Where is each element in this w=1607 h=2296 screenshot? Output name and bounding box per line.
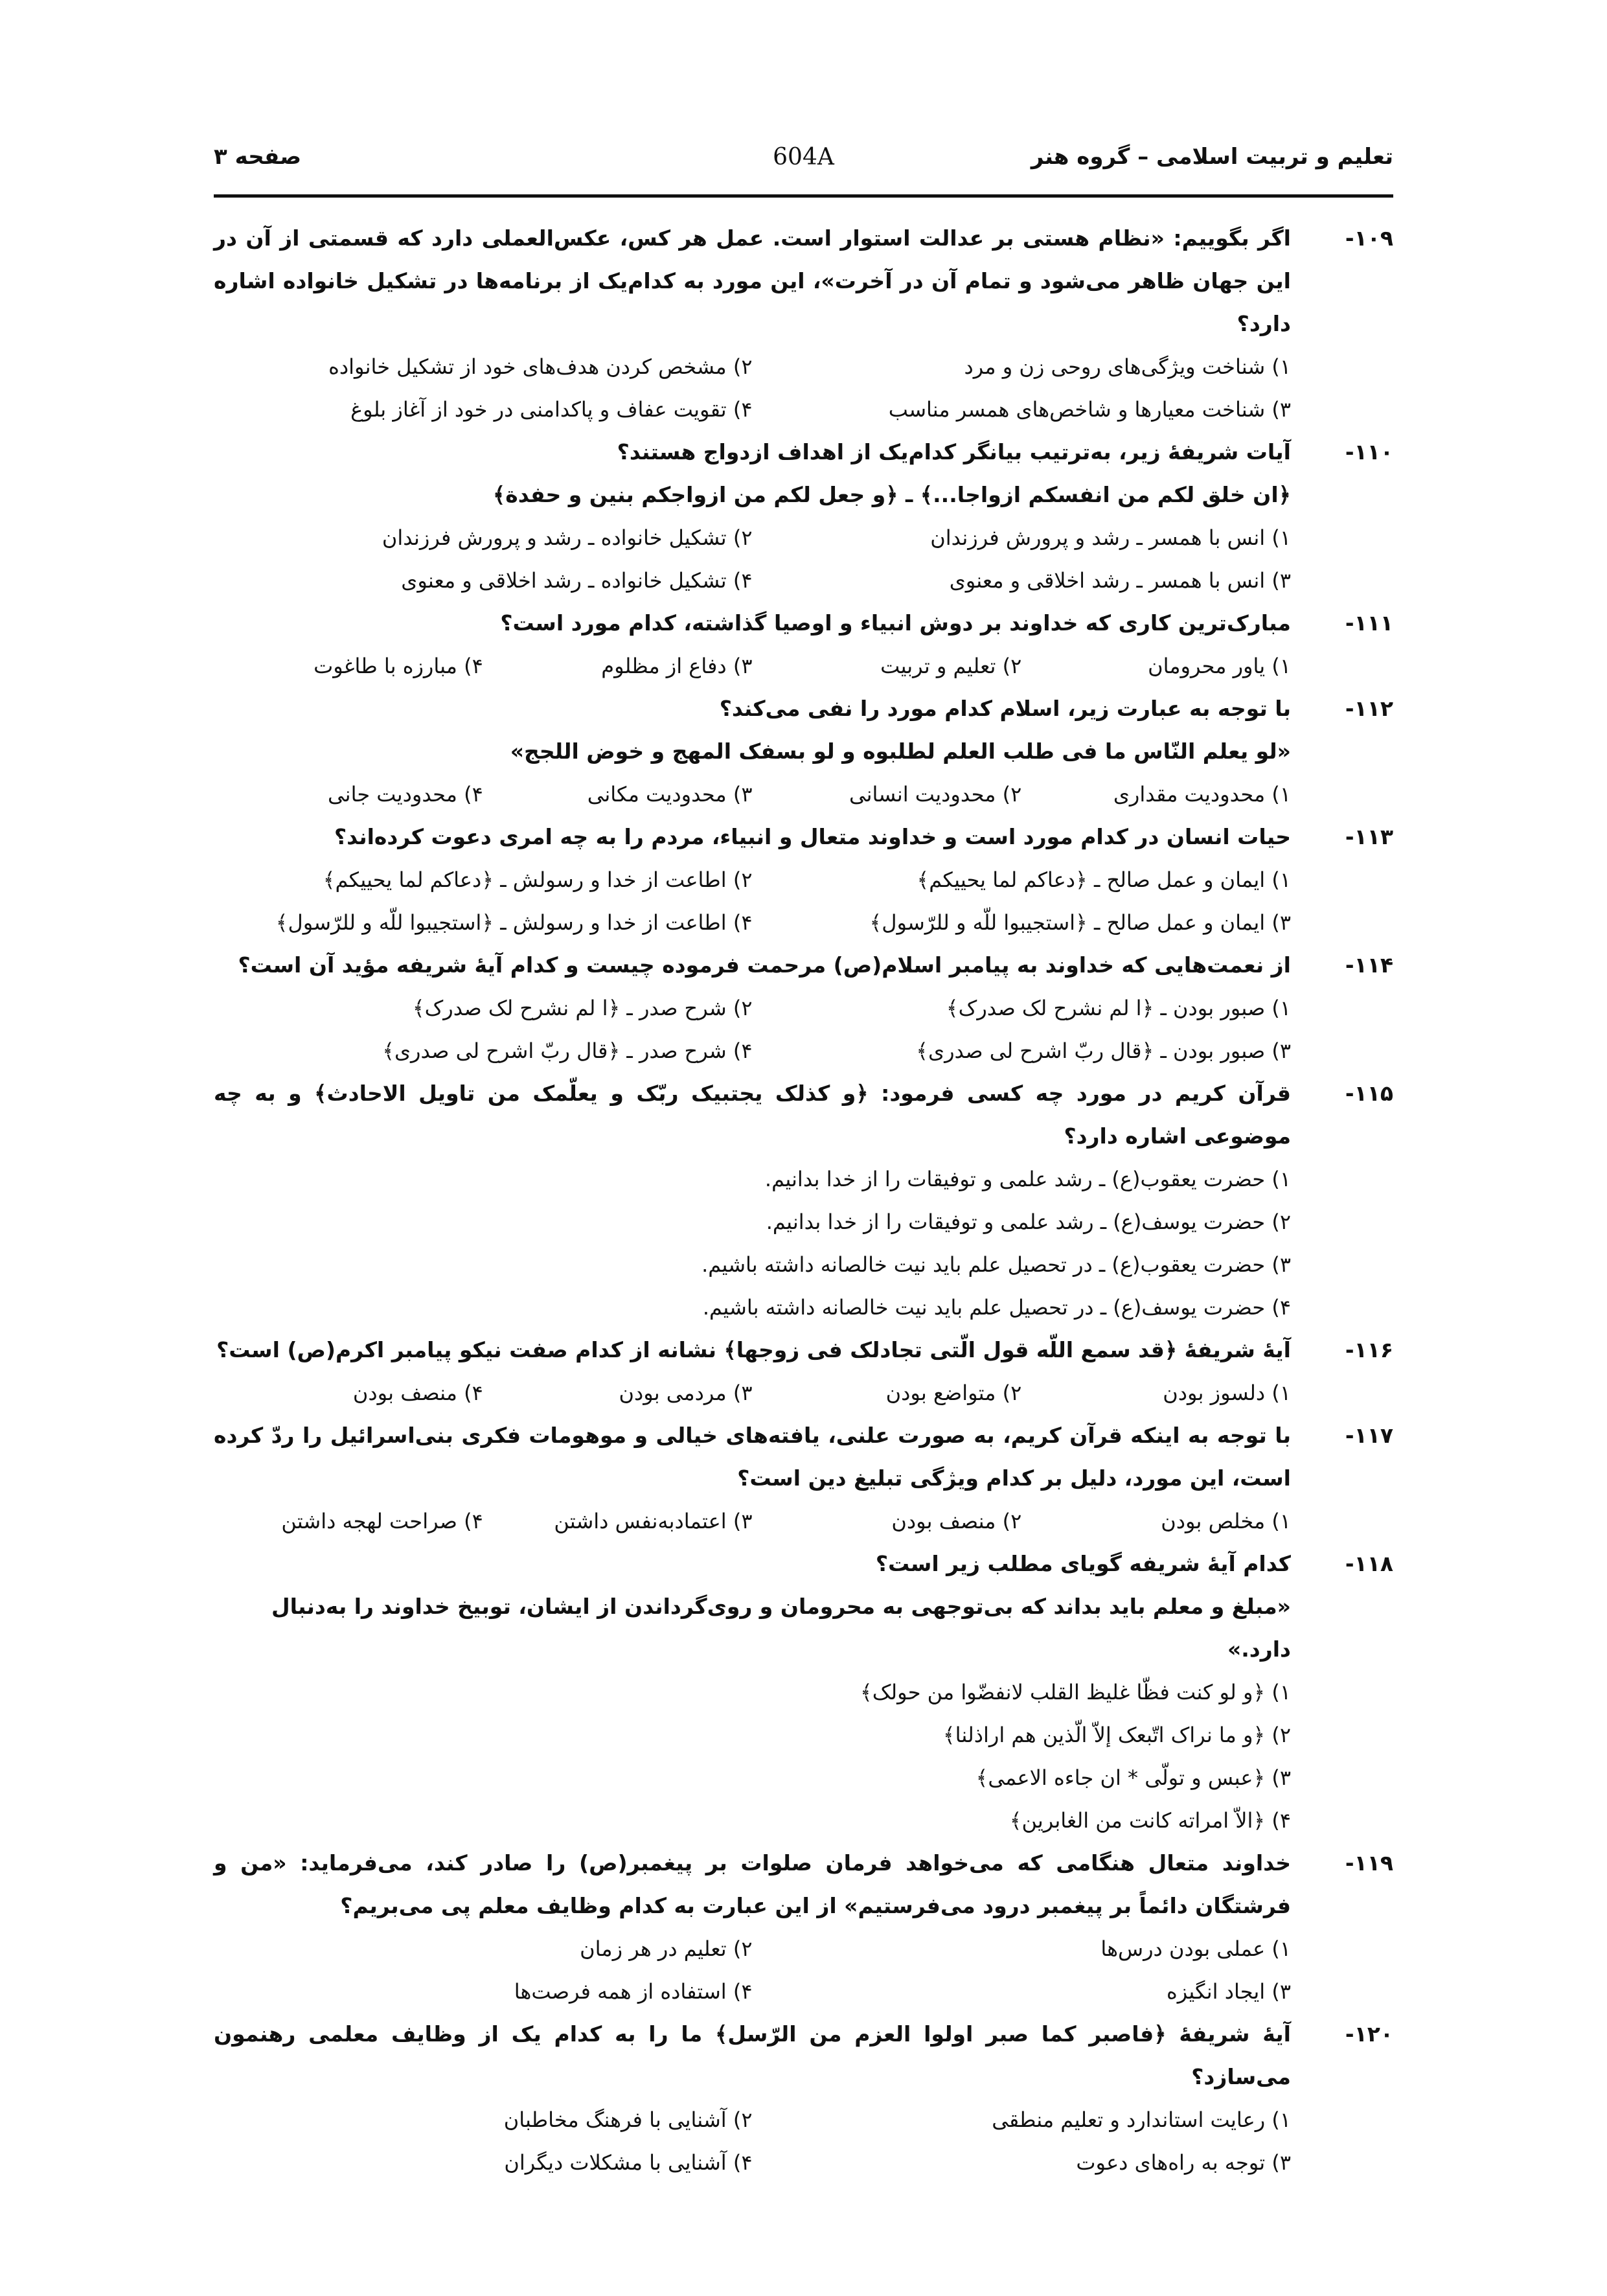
question-115 xyxy=(214,1072,1393,1329)
question-112 xyxy=(214,687,1393,816)
question-number: ۱۱۱- xyxy=(1345,610,1393,636)
answer-options xyxy=(214,1372,1393,1414)
question-text: آیهٔ شریفهٔ ﴿فاصبر کما صبر اولوا العزم من الرّسل﴾ ما را به کدام یک از وظایف معلمی رهنمون می‌سازد؟ xyxy=(214,2021,1291,2089)
question-stem xyxy=(214,944,1393,987)
question-113 xyxy=(214,816,1393,944)
answer-options xyxy=(214,987,1393,1072)
answer-option-1: ۱) مخلص بودن xyxy=(1161,1509,1291,1533)
answer-option-3: ۳) صبور بودن ـ ﴿قال ربّ اشرح لی صدری﴾ xyxy=(916,1039,1291,1063)
question-text: با توجه به اینکه قرآن کریم، به صورت علنی، یافته‌های خیالی و موهومات فکری بنی‌اسرائیل را ردّ کرده است، این مورد، دلیل بر کدام ویژگی تبلیغ دین است؟ xyxy=(214,1423,1291,1491)
answer-option-3: ۳) محدودیت مکانی xyxy=(587,782,753,807)
question-quote: ﴿ان خلق لکم من انفسکم ازواجا...﴾ ـ ﴿و جعل لکم من ازواجکم بنین و حفدة﴾ xyxy=(492,482,1291,507)
answer-option-4: ۴) اطاعت از خدا و رسولش ـ ﴿استجیبوا للّه و للرّسول﴾ xyxy=(275,910,753,935)
answer-option-1: ۱) انس با همسر ـ رشد و پرورش فرزندان xyxy=(930,525,1291,550)
answer-option-1: ۱) شناخت ویژگی‌های روحی زن و مرد xyxy=(964,354,1291,379)
question-117 xyxy=(214,1414,1393,1543)
answer-option-4: ۴) محدودیت جانی xyxy=(328,782,483,807)
question-stem xyxy=(214,431,1393,474)
question-number: ۱۱۷- xyxy=(1345,1423,1393,1448)
answer-option-2: ۲) اطاعت از خدا و رسولش ـ ﴿دعاکم لما یحییکم﴾ xyxy=(323,867,753,892)
answer-option-2: ۲) تشکیل خانواده ـ رشد و پرورش فرزندان xyxy=(382,525,753,550)
question-116 xyxy=(214,1329,1393,1414)
answer-option-1: ۱) ایمان و عمل صالح ـ ﴿دعاکم لما یحییکم﴾ xyxy=(917,867,1291,892)
answer-options xyxy=(214,1671,1393,1842)
question-quote: «مبلغ و معلم باید بداند که بی‌توجهی به محرومان و روی‌گرداندن از ایشان، توبیخ خداوند را به‌دنبال دارد.» xyxy=(271,1594,1291,1662)
answer-option-4: ۴) تشکیل خانواده ـ رشد اخلاقی و معنوی xyxy=(401,568,753,593)
answer-option-4: ۴) صراحت لهجه داشتن xyxy=(281,1509,483,1533)
question-stem xyxy=(214,217,1393,345)
answer-option-2: ۲) تعلیم و تربیت xyxy=(880,654,1022,678)
question-number: ۱۱۴- xyxy=(1345,952,1393,978)
question-120 xyxy=(214,2013,1393,2184)
question-stem xyxy=(214,602,1393,645)
answer-option-4: ۴) استفاده از همه فرصت‌ها xyxy=(514,1979,753,2004)
question-text: آیات شریفهٔ زیر، به‌ترتیب بیانگر کدام‌یک از اهداف ازدواج هستند؟ xyxy=(617,439,1291,465)
answer-options xyxy=(214,1500,1393,1543)
question-number: ۱۱۳- xyxy=(1345,824,1393,849)
question-114 xyxy=(214,944,1393,1072)
question-text: اگر بگوییم: «نظام هستی بر عدالت استوار است. عمل هر کس، عکس‌العملی دارد که قسمتی از آن در این جهان ظاهر می‌شود و تمام آن در آخرت»، این مورد به کدام‌یک از برنامه‌ها در تشکیل خانواده اشاره دارد؟ xyxy=(214,225,1291,336)
question-stem xyxy=(214,816,1393,858)
answer-option-2: ۲) محدودیت انسانی xyxy=(849,782,1022,807)
answer-option-1: ۱) صبور بودن ـ ﴿ا لم نشرح لک صدرک﴾ xyxy=(946,996,1291,1020)
question-list xyxy=(214,217,1393,2184)
answer-option-2: ۲) شرح صدر ـ ﴿ا لم نشرح لک صدرک﴾ xyxy=(412,996,753,1020)
answer-option-2: ۲) حضرت یوسف(ع) ـ رشد علمی و توفیقات را از خدا بدانیم. xyxy=(766,1210,1291,1234)
answer-option-4: ۴) ﴿الاّ امراته کانت من الغابرین﴾ xyxy=(1009,1808,1291,1833)
answer-options xyxy=(214,1158,1393,1329)
question-stem xyxy=(214,1329,1393,1372)
question-stem xyxy=(214,1072,1393,1158)
answer-option-3: ۳) توجه به راه‌های دعوت xyxy=(1076,2150,1291,2175)
exam-title: تعلیم و تربیت اسلامی – گروه هنر xyxy=(1031,144,1393,170)
answer-option-2: ۲) ﴿و ما نراک اتّبعک إلاّ الّذین هم اراذلنا﴾ xyxy=(942,1723,1291,1747)
page-number: صفحه ۳ xyxy=(214,144,302,170)
question-111 xyxy=(214,602,1393,687)
answer-options xyxy=(214,516,1393,602)
question-text: قرآن کریم در مورد چه کسی فرمود: ﴿و کذلک یجتبیک ربّک و یعلّمک من تاویل الاحادث﴾ و به چه موضوعی اشاره دارد؟ xyxy=(214,1081,1291,1149)
answer-option-1: ۱) حضرت یعقوب(ع) ـ رشد علمی و توفیقات را از خدا بدانیم. xyxy=(764,1167,1291,1191)
question-109 xyxy=(214,217,1393,431)
question-number: ۱۱۶- xyxy=(1345,1337,1393,1362)
question-119 xyxy=(214,1842,1393,2013)
answer-option-2: ۲) منصف بودن xyxy=(891,1509,1022,1533)
answer-option-4: ۴) تقویت عفاف و پاکدامنی در خود از آغاز بلوغ xyxy=(350,397,753,422)
answer-options xyxy=(214,858,1393,944)
question-stem xyxy=(214,2013,1393,2098)
answer-option-4: ۴) منصف بودن xyxy=(352,1381,483,1405)
answer-options xyxy=(214,645,1393,687)
question-118 xyxy=(214,1543,1393,1842)
question-number: ۱۱۵- xyxy=(1345,1081,1393,1106)
question-stem xyxy=(214,1414,1393,1500)
answer-options xyxy=(214,773,1393,816)
answer-option-1: ۱) رعایت استاندارد و تعلیم منطقی xyxy=(992,2107,1291,2132)
question-number: ۱۱۰- xyxy=(1345,439,1393,465)
booklet-code: 604A xyxy=(773,144,834,170)
question-number: ۱۱۲- xyxy=(1345,696,1393,721)
question-number: ۱۰۹- xyxy=(1345,225,1393,251)
question-text: کدام آیهٔ شریفه گویای مطلب زیر است؟ xyxy=(875,1551,1291,1576)
question-110 xyxy=(214,431,1393,602)
answer-option-3: ۳) حضرت یعقوب(ع) ـ در تحصیل علم باید نیت خالصانه داشته باشیم. xyxy=(701,1252,1291,1277)
question-stem xyxy=(214,687,1393,730)
question-text: حیات انسان در کدام مورد است و خداوند متعال و انبیاء، مردم را به چه امری دعوت کرده‌اند؟ xyxy=(334,824,1291,849)
answer-option-2: ۲) آشنایی با فرهنگ مخاطبان xyxy=(503,2107,753,2132)
answer-option-4: ۴) حضرت یوسف(ع) ـ در تحصیل علم باید نیت خالصانه داشته باشیم. xyxy=(702,1295,1291,1320)
answer-option-1: ۱) یاور محرومان xyxy=(1148,654,1291,678)
question-number: ۱۱۹- xyxy=(1345,1850,1393,1876)
answer-option-3: ۳) ایمان و عمل صالح ـ ﴿استجیبوا للّه و للرّسول﴾ xyxy=(869,910,1291,935)
answer-option-1: ۱) ﴿و لو کنت فظّا غلیظ القلب لانفضّوا من حولک﴾ xyxy=(860,1680,1291,1705)
answer-option-4: ۴) آشنایی با مشکلات دیگران xyxy=(504,2150,753,2175)
answer-option-1: ۱) دلسوز بودن xyxy=(1163,1381,1291,1405)
answer-option-3: ۳) ایجاد انگیزه xyxy=(1166,1979,1291,2004)
answer-option-3: ۳) دفاع از مظلوم xyxy=(601,654,753,678)
answer-option-3: ۳) انس با همسر ـ رشد اخلاقی و معنوی xyxy=(949,568,1291,593)
question-number: ۱۲۰- xyxy=(1345,2021,1393,2047)
question-text: با توجه به عبارت زیر، اسلام کدام مورد را نفی می‌کند؟ xyxy=(719,696,1291,721)
answer-option-4: ۴) شرح صدر ـ ﴿قال ربّ اشرح لی صدری﴾ xyxy=(382,1039,753,1063)
answer-options xyxy=(214,345,1393,431)
answer-options xyxy=(214,1927,1393,2013)
question-quote: «لو یعلم النّاس ما فی طلب العلم لطلبوه و لو بسفک المهج و خوض اللجج» xyxy=(510,739,1291,764)
answer-option-2: ۲) مشخص کردن هدف‌های خود از تشکیل خانواده xyxy=(328,354,753,379)
answer-option-3: ۳) شناخت معیارها و شاخص‌های همسر مناسب xyxy=(888,397,1291,422)
question-number: ۱۱۸- xyxy=(1345,1551,1393,1576)
answer-option-3: ۳) اعتمادبه‌نفس داشتن xyxy=(554,1509,753,1533)
question-text: مبارک‌ترین کاری که خداوند بر دوش انبیاء و اوصیا گذاشته، کدام مورد است؟ xyxy=(500,610,1291,636)
question-text: خداوند متعال هنگامی که می‌خواهد فرمان صلوات بر پیغمبر(ص) را صادر کند، می‌فرماید: «من و فرشتگان دائماً بر پیغمبر درود می‌فرستیم» از این عبارت به کدام وظایف معلم پی می‌بریم؟ xyxy=(214,1850,1291,1918)
answer-option-3: ۳) ﴿عبس و تولّی * ان جاءه الاعمی﴾ xyxy=(975,1765,1291,1790)
answer-option-2: ۲) متواضع بودن xyxy=(885,1381,1022,1405)
answer-option-2: ۲) تعلیم در هر زمان xyxy=(580,1936,753,1961)
answer-options xyxy=(214,2098,1393,2184)
answer-option-1: ۱) عملی بودن درس‌ها xyxy=(1100,1936,1291,1961)
page-header xyxy=(214,144,1393,189)
question-text: از نعمت‌هایی که خداوند به پیامبر اسلام(ص) مرحمت فرموده چیست و کدام آیهٔ شریفه مؤید آن است؟ xyxy=(238,952,1291,978)
header-divider xyxy=(214,194,1393,198)
question-text: آیهٔ شریفهٔ ﴿قد سمع اللّه قول الّتی تجادلک فی زوجها﴾ نشانه از کدام صفت نیکو پیامبر اکرم(ص) است؟ xyxy=(216,1337,1291,1362)
question-stem xyxy=(214,1543,1393,1585)
question-stem xyxy=(214,1842,1393,1927)
answer-option-4: ۴) مبارزه با طاغوت xyxy=(313,654,483,678)
answer-option-3: ۳) مردمی بودن xyxy=(619,1381,753,1405)
answer-option-1: ۱) محدودیت مقداری xyxy=(1113,782,1291,807)
